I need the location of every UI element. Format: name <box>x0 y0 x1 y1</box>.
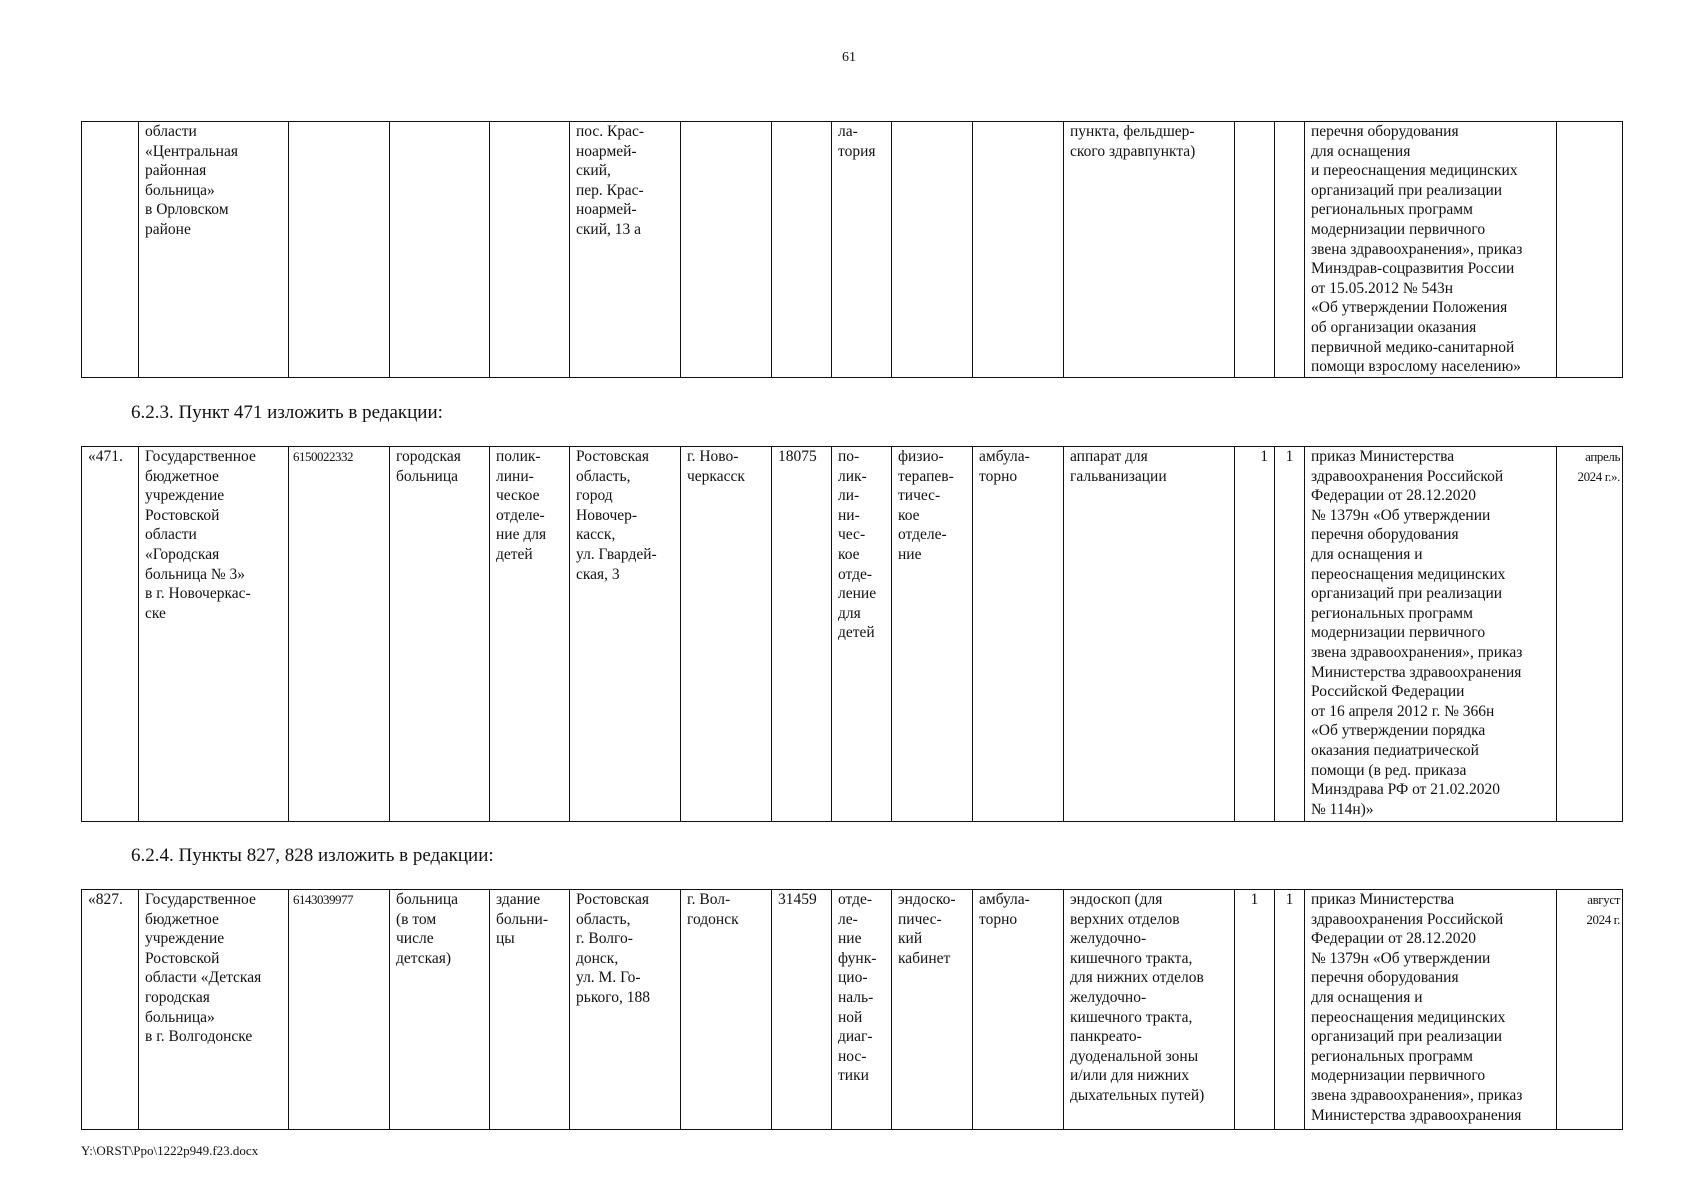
cell-legal-basis: перечня оборудования для оснащения и переоснащения медицинских организаций при реализации региональных программ модернизации первичного звена здравоохранения», приказ Минздрав-соцразвития России от 15.05.2012 № 543н «Об утверждении Положения об организации оказания первичной медико-санитарной помощи взрослому населению» <box>1305 122 1557 378</box>
cell-department: отде- ле- ние функ- цио- наль- ной диаг- нос- тики <box>832 890 892 1130</box>
cell-quantity: 1 <box>1235 890 1275 1130</box>
cell-department: ла- тория <box>832 122 892 378</box>
cell-code: 18075 <box>772 447 832 822</box>
section-heading-624: 6.2.4. Пункты 827, 828 изложить в редакции: <box>131 845 494 866</box>
cell-care-form <box>973 122 1064 378</box>
cell-number <box>82 122 139 378</box>
table-row <box>82 122 1623 378</box>
cell-deadline <box>1557 122 1623 378</box>
cell-legal-basis: приказ Министерства здравоохранения Российской Федерации от 28.12.2020 № 1379н «Об утверждении перечня оборудования для оснащения и переоснащения медицинских организаций при реализации региональных программ модернизации первичного звена здравоохранения», приказ Министерства здравоохранения <box>1305 890 1557 1130</box>
cell-org-type: городская больница <box>390 447 490 822</box>
cell-address: Ростовская область, город Новочер- касск, ул. Гвардей- ская, 3 <box>570 447 681 822</box>
table-row <box>82 447 1623 822</box>
cell-building: полик- лини- ческое отделе- ние для детей <box>490 447 570 822</box>
cell-department: по- лик- ли- ни- чес- кое отде- ление для детей <box>832 447 892 822</box>
cell-equipment: аппарат для гальванизации <box>1064 447 1235 822</box>
cell-care-form: амбула- торно <box>973 447 1064 822</box>
cell-number: «471. <box>82 447 139 822</box>
cell-city: г. Вол- годонск <box>681 890 772 1130</box>
cell-code <box>772 122 832 378</box>
table-item-471 <box>81 446 1623 822</box>
cell-quantity-2: 1 <box>1275 447 1305 822</box>
cell-org-type: больница (в том числе детская) <box>390 890 490 1130</box>
cell-deadline: август 2024 г. <box>1557 890 1623 1130</box>
cell-city: г. Ново- черкасск <box>681 447 772 822</box>
cell-legal-basis: приказ Министерства здравоохранения Российской Федерации от 28.12.2020 № 1379н «Об утверждении перечня оборудования для оснащения и переоснащения медицинских организаций при реализации региональных программ модернизации первичного звена здравоохранения», приказ Министерства здравоохранения Российской Федерации от 16 апреля 2012 г. № 366н «Об утверждении порядка оказания педиатрической помощи (в ред. приказа Минздрава РФ от 21.02.2020 № 114н)» <box>1305 447 1557 822</box>
footer-file-path: Y:\ORST\Ppo\1222p949.f23.docx <box>81 1143 259 1158</box>
cell-inn: 6150022332 <box>289 447 390 822</box>
cell-quantity-2 <box>1275 122 1305 378</box>
cell-quantity: 1 <box>1235 447 1275 822</box>
cell-address: пос. Крас- ноармей- ский, пер. Крас- ноармей- ский, 13 а <box>570 122 681 378</box>
cell-city <box>681 122 772 378</box>
cell-quantity-2: 1 <box>1275 890 1305 1130</box>
cell-organization: Государственное бюджетное учреждение Ростовской области «Детская городская больница» в г. Волгодонске <box>139 890 289 1130</box>
section-heading-623: 6.2.3. Пункт 471 изложить в редакции: <box>131 402 443 423</box>
cell-org-type <box>390 122 490 378</box>
table-row <box>82 890 1623 1130</box>
table-continued <box>81 121 1623 378</box>
cell-number: «827. <box>82 890 139 1130</box>
cell-care-form: амбула- торно <box>973 890 1064 1130</box>
cell-building: здание больни- цы <box>490 890 570 1130</box>
cell-inn: 6143039977 <box>289 890 390 1130</box>
cell-subdivision: физио- терапев- тичес- кое отделе- ние <box>892 447 973 822</box>
cell-inn <box>289 122 390 378</box>
cell-subdivision <box>892 122 973 378</box>
cell-equipment: пункта, фельдшер- ского здравпункта) <box>1064 122 1235 378</box>
cell-organization: области «Центральная районная больница» в Орловском районе <box>139 122 289 378</box>
cell-code: 31459 <box>772 890 832 1130</box>
cell-deadline: апрель 2024 г.». <box>1557 447 1623 822</box>
cell-subdivision: эндоско- пичес- кий кабинет <box>892 890 973 1130</box>
cell-organization: Государственное бюджетное учреждение Ростовской области «Городская больница № 3» в г. Новочеркас- ске <box>139 447 289 822</box>
cell-building <box>490 122 570 378</box>
cell-address: Ростовская область, г. Волго- донск, ул. М. Го- рького, 188 <box>570 890 681 1130</box>
cell-quantity <box>1235 122 1275 378</box>
page-number: 61 <box>842 50 856 65</box>
cell-equipment: эндоскоп (для верхних отделов желудочно- кишечного тракта, для нижних отделов желудочно- кишечного тракта, панкреато- дуоденальной зоны и/или для нижних дыхательных путей) <box>1064 890 1235 1130</box>
table-item-827 <box>81 889 1623 1130</box>
